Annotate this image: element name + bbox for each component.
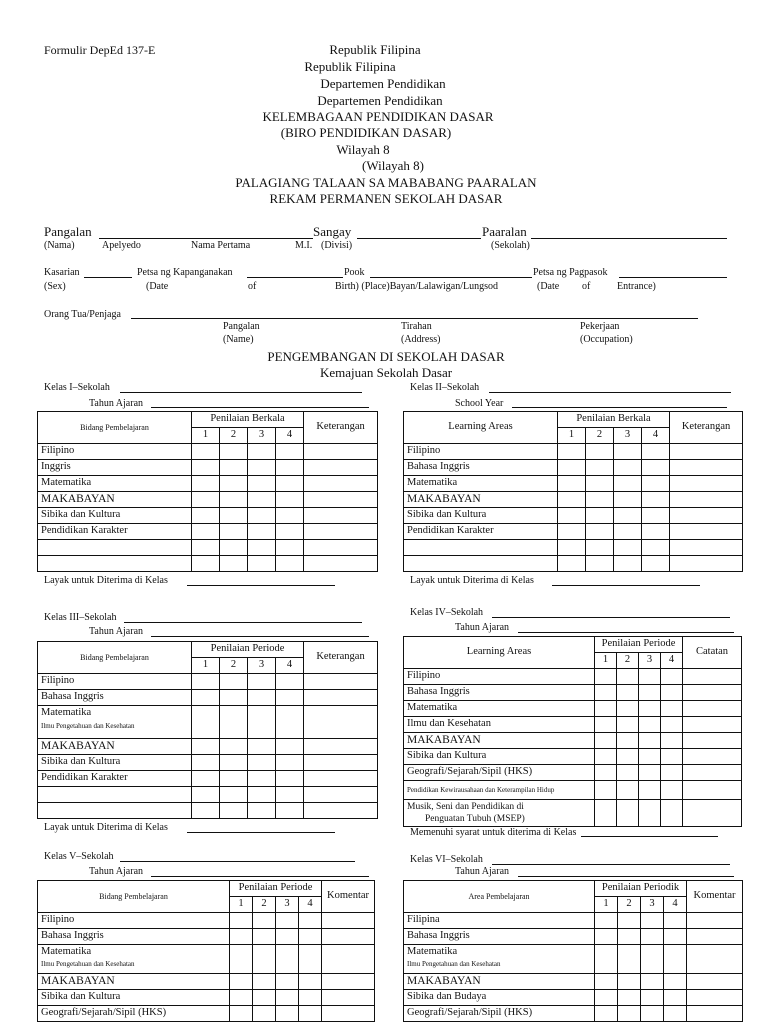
g2-subject bbox=[404, 556, 558, 572]
g5-col-note: Komentar bbox=[322, 881, 375, 913]
g3-col-period: Penilaian Periode bbox=[192, 642, 304, 658]
g3-subject bbox=[38, 787, 192, 803]
g5-label: Kelas V–Sekolah bbox=[44, 851, 114, 862]
table-row bbox=[404, 800, 742, 827]
sekolah-hint: (Sekolah) bbox=[491, 240, 530, 251]
table-row bbox=[38, 974, 375, 990]
g5-table bbox=[37, 880, 375, 1022]
g2-q1: 1 bbox=[558, 428, 586, 444]
table-row bbox=[404, 765, 742, 781]
header-line-2: Republik Filipina bbox=[304, 59, 396, 74]
g3-subject bbox=[38, 706, 192, 739]
table-row bbox=[404, 913, 743, 929]
g1-footer-line[interactable] bbox=[187, 585, 335, 586]
g6-subject: Geografi/Sejarah/Sipil (HKS) bbox=[404, 1006, 595, 1022]
g3-col-note: Keterangan bbox=[304, 642, 378, 674]
g2-q3: 3 bbox=[614, 428, 642, 444]
g6-subject: Filipina bbox=[404, 913, 595, 929]
table-row bbox=[38, 674, 378, 690]
g2-col-note: Keterangan bbox=[670, 412, 743, 444]
form-code: Formulir DepEd 137-E bbox=[44, 43, 156, 57]
address-hint: (Address) bbox=[401, 334, 441, 345]
g5-q2: 2 bbox=[253, 897, 276, 913]
g4-subject: Geografi/Sejarah/Sipil (HKS) bbox=[404, 765, 595, 781]
table-row bbox=[38, 540, 378, 556]
g5-year-line[interactable] bbox=[151, 876, 369, 877]
g4-table bbox=[403, 636, 742, 827]
g4-subject: Bahasa Inggris bbox=[404, 685, 595, 701]
g4-year-label: Tahun Ajaran bbox=[455, 622, 510, 633]
table-row bbox=[404, 476, 743, 492]
g4-label: Kelas IV–Sekolah bbox=[410, 607, 484, 618]
table-row bbox=[38, 803, 378, 819]
table-row bbox=[38, 1006, 375, 1022]
section-subtitle: Kemajuan Sekolah Dasar bbox=[319, 365, 453, 380]
table-row bbox=[38, 913, 375, 929]
table-row bbox=[404, 460, 743, 476]
g3-subject: MAKABAYAN bbox=[38, 739, 192, 755]
of2-hint: of bbox=[582, 281, 591, 292]
g5-subject-label: Ilmu Pengetahuan dan Kesehatan bbox=[41, 959, 135, 968]
g5-subject: Geografi/Sejarah/Sipil (HKS) bbox=[38, 1006, 230, 1022]
parent-line[interactable] bbox=[131, 318, 698, 319]
table-row bbox=[38, 771, 378, 787]
g5-q4: 4 bbox=[299, 897, 322, 913]
header-line-10: REKAM PERMANEN SEKOLAH DASAR bbox=[269, 191, 503, 206]
g5-q1: 1 bbox=[230, 897, 253, 913]
pekerjaan-hint: Pekerjaan bbox=[580, 321, 620, 332]
g1-subject: Sibika dan Kultura bbox=[38, 508, 192, 524]
g3-footer-line[interactable] bbox=[187, 832, 335, 833]
g2-q2: 2 bbox=[586, 428, 614, 444]
g2-footer-line[interactable] bbox=[552, 585, 700, 586]
date2-hint: (Date bbox=[537, 281, 560, 292]
g4-subject: MAKABAYAN bbox=[404, 733, 595, 749]
table-row bbox=[38, 706, 378, 739]
header-line-7: Wilayah 8 bbox=[336, 142, 390, 157]
table-row bbox=[404, 669, 742, 685]
pook-line[interactable] bbox=[370, 277, 532, 278]
g2-school-line[interactable] bbox=[489, 392, 731, 393]
table-row bbox=[38, 945, 375, 974]
g4-subject: Filipino bbox=[404, 669, 595, 685]
g3-q1: 1 bbox=[192, 658, 220, 674]
g6-q1: 1 bbox=[595, 897, 618, 913]
g2-q4: 4 bbox=[642, 428, 670, 444]
g2-subject: Matematika bbox=[404, 476, 558, 492]
g2-subject bbox=[404, 540, 558, 556]
g4-subject: Sibika dan Kultura bbox=[404, 749, 595, 765]
g5-subject: Sibika dan Kultura bbox=[38, 990, 230, 1006]
g3-subject: Pendidikan Karakter bbox=[38, 771, 192, 787]
date-hint: (Date bbox=[146, 281, 169, 292]
table-row bbox=[38, 508, 378, 524]
table-row bbox=[38, 929, 375, 945]
header-line-6: (BIRO PENDIDIKAN DASAR) bbox=[280, 125, 452, 140]
petsa-kapanganakan-line[interactable] bbox=[247, 277, 343, 278]
g6-table bbox=[403, 880, 743, 1022]
petsa-pagpasok-line[interactable] bbox=[619, 277, 727, 278]
g3-subject: Sibika dan Kultura bbox=[38, 755, 192, 771]
tirahan-hint: Tirahan bbox=[401, 321, 432, 332]
g6-year-label: Tahun Ajaran bbox=[455, 866, 510, 877]
g2-subject: Bahasa Inggris bbox=[404, 460, 558, 476]
g4-q2: 2 bbox=[617, 653, 639, 669]
g2-subject: Filipino bbox=[404, 444, 558, 460]
g4-subject: Matematika bbox=[404, 701, 595, 717]
g3-q4: 4 bbox=[276, 658, 304, 674]
g4-q3: 3 bbox=[639, 653, 661, 669]
g5-subject: Filipino bbox=[38, 913, 230, 929]
g6-col-note: Komentar bbox=[687, 881, 743, 913]
table-row bbox=[38, 739, 378, 755]
paaralan-label: Paaralan bbox=[482, 224, 527, 239]
g1-subject: Matematika bbox=[38, 476, 192, 492]
g1-year-label: Tahun Ajaran bbox=[89, 398, 144, 409]
g1-col-note: Keterangan bbox=[304, 412, 378, 444]
g3-q2: 2 bbox=[220, 658, 248, 674]
g3-subject-label: Matematika bbox=[41, 707, 92, 718]
g1-label: Kelas I–Sekolah bbox=[44, 382, 110, 393]
sangay-line[interactable] bbox=[357, 238, 481, 239]
g5-subject bbox=[38, 945, 230, 974]
section-title: PENGEMBANGAN DI SEKOLAH DASAR bbox=[267, 349, 505, 364]
g2-footer: Layak untuk Diterima di Kelas bbox=[410, 575, 534, 586]
table-row bbox=[404, 556, 743, 572]
g2-subject: MAKABAYAN bbox=[404, 492, 558, 508]
g1-q3: 3 bbox=[248, 428, 276, 444]
table-row bbox=[404, 945, 743, 974]
table-row bbox=[404, 717, 742, 733]
pook-label: Pook bbox=[344, 267, 365, 278]
g1-school-line[interactable] bbox=[120, 392, 362, 393]
table-row bbox=[38, 690, 378, 706]
g5-subject: MAKABAYAN bbox=[38, 974, 230, 990]
table-row bbox=[38, 476, 378, 492]
g4-subject: Pendidikan Kewirausahaan dan Keterampilan Hidup bbox=[404, 781, 595, 800]
g1-footer: Layak untuk Diterima di Kelas bbox=[44, 575, 168, 586]
g3-subject: Bahasa Inggris bbox=[38, 690, 192, 706]
g2-col-subject: Learning Areas bbox=[404, 412, 558, 444]
g2-subject: Pendidikan Karakter bbox=[404, 524, 558, 540]
table-row bbox=[38, 556, 378, 572]
kasarian-line[interactable] bbox=[84, 277, 132, 278]
g6-col-period: Penilaian Periodik bbox=[595, 881, 687, 897]
header-line-9: PALAGIANG TALAAN SA MABABANG PAARALAN bbox=[235, 175, 537, 190]
g3-year-label: Tahun Ajaran bbox=[89, 626, 144, 637]
table-row bbox=[404, 929, 743, 945]
paaralan-line[interactable] bbox=[531, 238, 727, 239]
of-hint: of bbox=[248, 281, 257, 292]
g1-subject bbox=[38, 540, 192, 556]
header-line-8: (Wilayah 8) bbox=[362, 158, 424, 173]
petsa-kapanganakan-label: Petsa ng Kapanganakan bbox=[137, 267, 233, 278]
p-pangalan-hint: Pangalan bbox=[223, 321, 260, 332]
g4-subject-label: Penguatan Tubuh (MSEP) bbox=[425, 814, 525, 824]
g6-q4: 4 bbox=[664, 897, 687, 913]
parent-label: Orang Tua/Penjaga bbox=[44, 309, 121, 320]
table-row bbox=[404, 540, 743, 556]
table-row bbox=[38, 524, 378, 540]
g5-subject: Bahasa Inggris bbox=[38, 929, 230, 945]
table-row bbox=[404, 781, 742, 800]
table-row bbox=[404, 444, 743, 460]
g3-col-subject: Bidang Pembelajaran bbox=[38, 642, 192, 674]
pangalan-label: Pangalan bbox=[44, 224, 92, 239]
g1-year-line[interactable] bbox=[151, 407, 369, 408]
table-row bbox=[38, 444, 378, 460]
g6-q3: 3 bbox=[641, 897, 664, 913]
table-row bbox=[404, 749, 742, 765]
g6-subject: Bahasa Inggris bbox=[404, 929, 595, 945]
header-line-4: Departemen Pendidikan bbox=[317, 93, 443, 108]
g4-q1: 1 bbox=[595, 653, 617, 669]
table-row bbox=[38, 787, 378, 803]
g5-year-label: Tahun Ajaran bbox=[89, 866, 144, 877]
g1-col-subject: Bidang Pembelajaran bbox=[38, 412, 192, 444]
g3-year-line[interactable] bbox=[151, 636, 369, 637]
g1-q2: 2 bbox=[220, 428, 248, 444]
petsa-pagpasok-label: Petsa ng Pagpasok bbox=[533, 267, 608, 278]
g6-col-subject: Area Pembelajaran bbox=[404, 881, 595, 913]
g2-year-line[interactable] bbox=[512, 407, 727, 408]
g1-q1: 1 bbox=[192, 428, 220, 444]
g5-school-line[interactable] bbox=[120, 861, 355, 862]
table-row bbox=[404, 1006, 743, 1022]
g5-subject-label: Matematika bbox=[41, 946, 92, 957]
g6-subject: Sibika dan Budaya bbox=[404, 990, 595, 1006]
occupation-hint: (Occupation) bbox=[580, 334, 633, 345]
g3-label: Kelas III–Sekolah bbox=[44, 612, 117, 623]
g6-school-line[interactable] bbox=[492, 864, 730, 865]
table-row bbox=[38, 990, 375, 1006]
g6-subject-label: Ilmu Pengetahuan dan Kesehatan bbox=[407, 959, 501, 968]
table-row bbox=[38, 460, 378, 476]
g4-footer: Memenuhi syarat untuk diterima di Kelas bbox=[410, 827, 577, 838]
divisi-hint: (Divisi) bbox=[321, 240, 353, 251]
table-row bbox=[404, 492, 743, 508]
g4-footer-line[interactable] bbox=[581, 836, 718, 837]
g3-table bbox=[37, 641, 378, 819]
g3-q3: 3 bbox=[248, 658, 276, 674]
entrance-hint: Entrance) bbox=[617, 281, 656, 292]
birth-place-hint: Birth) (Place)Bayan/Lalawigan/Lungsod bbox=[335, 281, 499, 292]
g3-school-line[interactable] bbox=[124, 622, 362, 623]
g2-label: Kelas II–Sekolah bbox=[410, 382, 480, 393]
g1-subject: Pendidikan Karakter bbox=[38, 524, 192, 540]
nama-hint: (Nama) bbox=[44, 240, 75, 251]
g3-subject: Filipino bbox=[38, 674, 192, 690]
sex-hint: (Sex) bbox=[44, 281, 66, 292]
g5-col-period: Penilaian Periode bbox=[230, 881, 322, 897]
g4-col-period: Penilaian Periode bbox=[595, 637, 683, 653]
apelyedo-hint: Apelyedo bbox=[102, 240, 141, 251]
g1-q4: 4 bbox=[276, 428, 304, 444]
header-line-1: Republik Filipina bbox=[329, 42, 421, 57]
g1-subject: Filipino bbox=[38, 444, 192, 460]
g2-col-period: Penilaian Berkala bbox=[558, 412, 670, 428]
table-row bbox=[38, 755, 378, 771]
g5-col-subject: Bidang Pembelajaran bbox=[38, 881, 230, 913]
g2-year-label: School Year bbox=[455, 398, 504, 409]
g6-subject-label: Matematika bbox=[407, 946, 458, 957]
table-row bbox=[404, 524, 743, 540]
p-name-hint: (Name) bbox=[223, 334, 254, 345]
g2-subject: Sibika dan Kultura bbox=[404, 508, 558, 524]
table-row bbox=[404, 508, 743, 524]
g6-subject bbox=[404, 945, 595, 974]
g3-subject-label: Ilmu Pengetahuan dan Kesehatan bbox=[41, 721, 135, 730]
g4-school-line[interactable] bbox=[492, 617, 730, 618]
mi-hint: M.I. bbox=[295, 240, 313, 251]
pangalan-line[interactable] bbox=[99, 238, 313, 239]
kasarian-label: Kasarian bbox=[44, 267, 80, 278]
g6-label: Kelas VI–Sekolah bbox=[410, 854, 483, 865]
g4-subject-label: Musik, Seni dan Pendidikan di bbox=[407, 802, 524, 812]
g6-q2: 2 bbox=[618, 897, 641, 913]
g6-year-line[interactable] bbox=[518, 876, 734, 877]
g5-q3: 3 bbox=[276, 897, 299, 913]
g1-table bbox=[37, 411, 378, 572]
table-row bbox=[38, 492, 378, 508]
g2-table bbox=[403, 411, 743, 572]
table-row bbox=[404, 701, 742, 717]
sangay-label: Sangay bbox=[313, 224, 352, 239]
table-row bbox=[404, 685, 742, 701]
table-row bbox=[404, 990, 743, 1006]
g6-subject: MAKABAYAN bbox=[404, 974, 595, 990]
g1-col-period: Penilaian Berkala bbox=[192, 412, 304, 428]
table-row bbox=[404, 733, 742, 749]
g3-footer: Layak untuk Diterima di Kelas bbox=[44, 822, 168, 833]
g4-col-subject: Learning Areas bbox=[404, 637, 595, 669]
g1-subject: Inggris bbox=[38, 460, 192, 476]
table-row bbox=[404, 974, 743, 990]
header-line-5: KELEMBAGAAN PENDIDIKAN DASAR bbox=[262, 109, 494, 124]
g4-q4: 4 bbox=[661, 653, 683, 669]
nama-pertama-hint: Nama Pertama bbox=[191, 240, 251, 251]
g4-subject: Ilmu dan Kesehatan bbox=[404, 717, 595, 733]
g3-subject bbox=[38, 803, 192, 819]
g1-subject: MAKABAYAN bbox=[38, 492, 192, 508]
header-line-3: Departemen Pendidikan bbox=[320, 76, 446, 91]
g4-col-note: Catatan bbox=[683, 637, 742, 669]
g1-subject bbox=[38, 556, 192, 572]
g4-subject bbox=[404, 800, 595, 827]
g4-year-line[interactable] bbox=[518, 632, 734, 633]
